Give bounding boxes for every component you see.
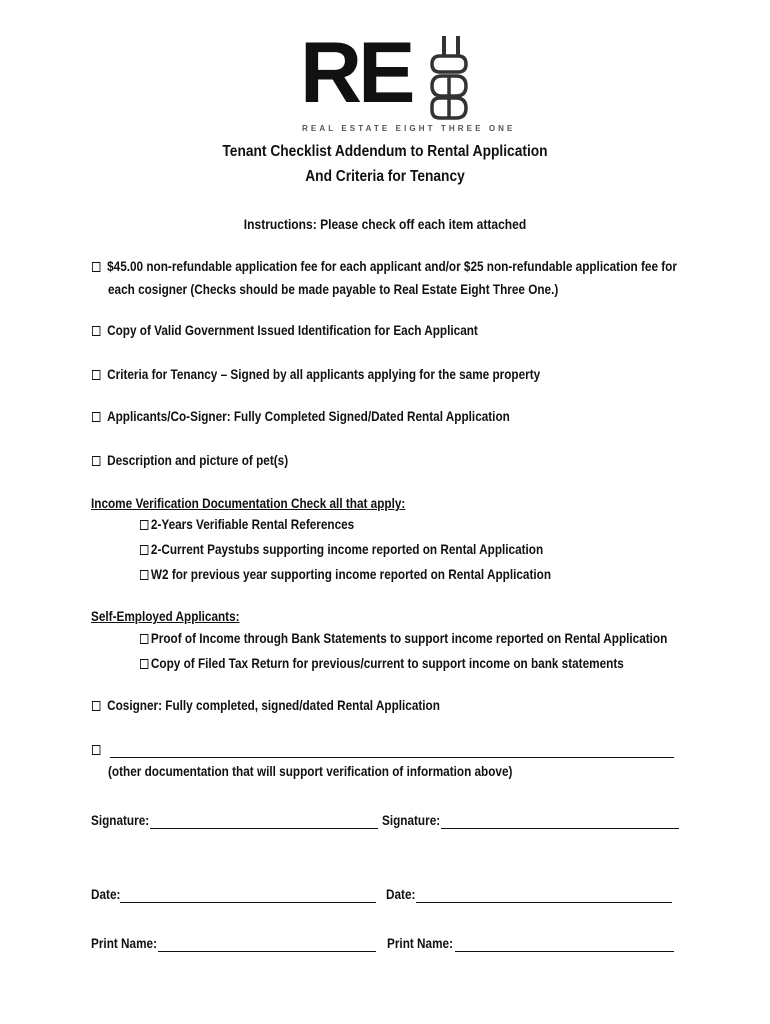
checkbox[interactable] — [92, 326, 100, 336]
signature-label-2: Signature: — [382, 812, 441, 828]
checklist-item-cosigner: Cosigner: Fully completed, signed/dated Rental Application — [92, 697, 440, 713]
checkbox[interactable] — [92, 412, 100, 422]
other-documentation-note: (other documentation that will support verification of information above) — [108, 763, 513, 779]
income-item-paystubs: 2-Current Paystubs supporting income reported on Rental Application — [140, 541, 543, 557]
checklist-item-fee: $45.00 non-refundable application fee for each applicant and/or $25 non-refundable application fee for — [92, 258, 677, 274]
checkbox[interactable] — [140, 659, 148, 669]
self-employed-heading: Self-Employed Applicants: — [91, 608, 240, 624]
print-name-label-1: Print Name: — [91, 935, 158, 951]
checkbox[interactable] — [92, 745, 100, 755]
checkbox[interactable] — [92, 456, 100, 466]
checklist-item-application: Applicants/Co-Signer: Fully Completed Signed/Dated Rental Application — [92, 408, 510, 424]
checklist-item-id: Copy of Valid Government Issued Identification for Each Applicant — [92, 322, 478, 338]
signature-field-1[interactable] — [150, 828, 378, 829]
date-label-1: Date: — [91, 886, 121, 902]
checkbox[interactable] — [92, 370, 100, 380]
date-field-1[interactable] — [120, 902, 376, 903]
income-heading: Income Verification Documentation Check all that apply: — [91, 495, 406, 511]
income-item-references: 2-Years Verifiable Rental References — [140, 516, 354, 532]
checkbox[interactable] — [140, 520, 148, 530]
logo-letters: RE — [300, 25, 412, 121]
logo-tagline: REAL ESTATE EIGHT THREE ONE — [302, 124, 516, 133]
checkbox[interactable] — [92, 701, 100, 711]
print-name-field-2[interactable] — [455, 951, 674, 952]
checkbox[interactable] — [92, 262, 100, 272]
checklist-item-criteria: Criteria for Tenancy – Signed by all applicants applying for the same property — [92, 366, 540, 382]
document-title-line1: Tenant Checklist Addendum to Rental Application — [222, 143, 548, 160]
self-employed-item-tax: Copy of Filed Tax Return for previous/current to support income on bank statements — [140, 655, 624, 671]
date-field-2[interactable] — [416, 902, 672, 903]
checklist-item-pets: Description and picture of pet(s) — [92, 452, 288, 468]
instructions-text: Instructions: Please check off each item attached — [243, 216, 527, 232]
print-name-field-1[interactable] — [158, 951, 376, 952]
self-employed-item-bank: Proof of Income through Bank Statements to support income reported on Rental Application — [140, 630, 667, 646]
logo-number-graphic — [426, 34, 470, 120]
checklist-item-fee-line2: each cosigner (Checks should be made payable to Real Estate Eight Three One.) — [108, 281, 559, 297]
checkbox[interactable] — [140, 634, 148, 644]
other-documentation-field[interactable] — [110, 757, 674, 758]
company-logo — [300, 25, 516, 140]
signature-label-1: Signature: — [91, 812, 150, 828]
checkbox[interactable] — [140, 570, 148, 580]
date-label-2: Date: — [386, 886, 416, 902]
print-name-label-2: Print Name: — [387, 935, 454, 951]
document-title-line2: And Criteria for Tenancy — [305, 168, 465, 185]
signature-field-2[interactable] — [441, 828, 679, 829]
income-item-w2: W2 for previous year supporting income reported on Rental Application — [140, 566, 551, 582]
checkbox[interactable] — [140, 545, 148, 555]
checklist-item-other — [92, 741, 107, 757]
